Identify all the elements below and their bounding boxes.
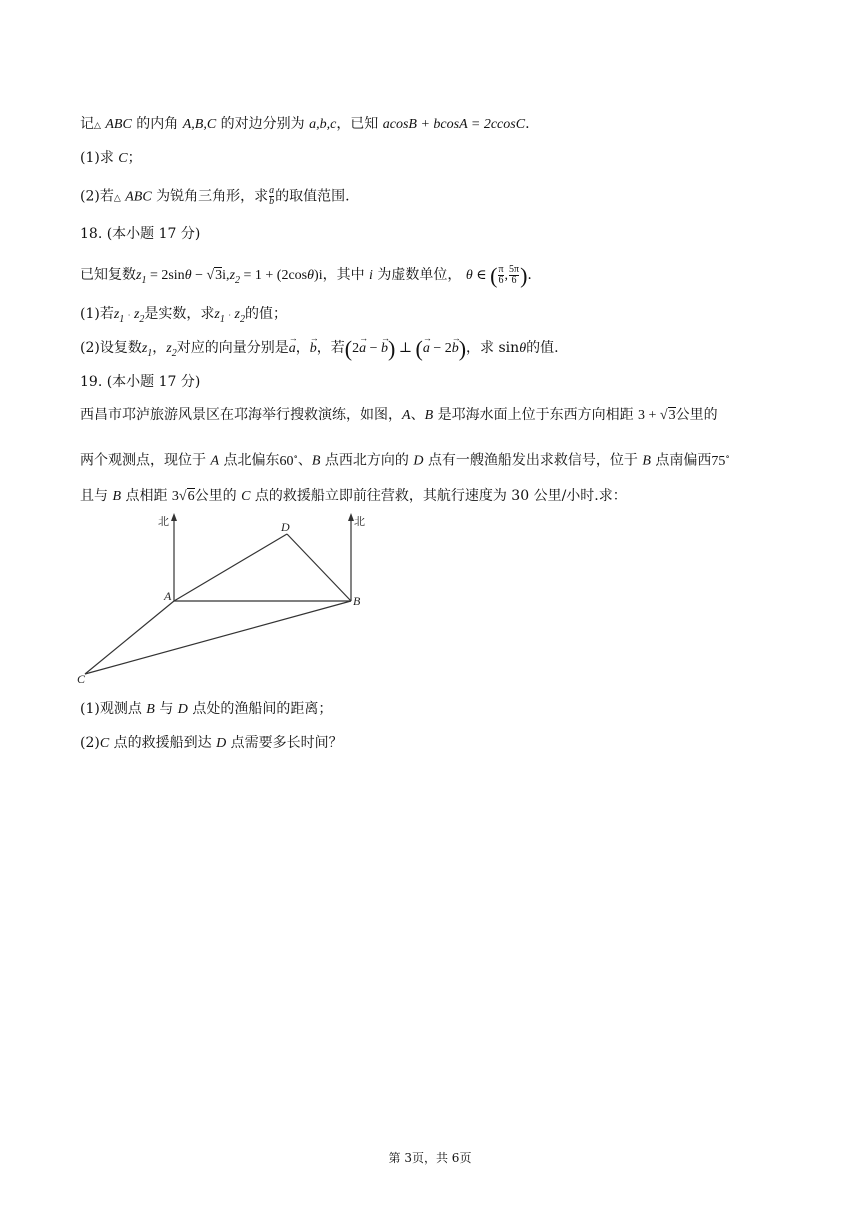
q19-line1-c: 公里的 bbox=[675, 407, 718, 423]
q18-part2-prefix: (2)设复数 bbox=[80, 340, 142, 356]
q18-intro-mid2: 为虚数单位， bbox=[377, 267, 462, 283]
q19-line2-d: 点西北方向的 bbox=[324, 452, 409, 469]
q18-part2-end: 的值. bbox=[526, 340, 559, 356]
segment-db bbox=[287, 534, 351, 601]
q17-intro-mid2: 的对边分别为 bbox=[220, 116, 305, 132]
q17-part2-mid: 为锐角三角形，求 bbox=[156, 188, 269, 205]
q18-intro-mid: ，其中 bbox=[322, 267, 365, 283]
point-b-label: B bbox=[353, 594, 361, 608]
q17-part2: (2)若△ ABC 为锐角三角形，求 $\frac{a}{b}$ 的取值范围. bbox=[80, 185, 350, 207]
point-a-label: A bbox=[164, 589, 172, 603]
q19-line2: 两个观测点，现位于 A 点北偏东60∘、B 点西北方向的 D 点有一艘渔船发出求救信号，位于 B 点南偏西75∘ bbox=[80, 451, 730, 469]
q18-header: 18. (本小题 17 分) bbox=[80, 226, 201, 242]
q18-var-i: i bbox=[369, 268, 373, 283]
q18-part1 bbox=[80, 304, 287, 330]
q18-theta-range: θ ∈ ( $\frac{\pi}{6}$ , $\frac{5\pi}{6}$ ) bbox=[465, 262, 528, 288]
q17-intro-known: ，已知 bbox=[336, 116, 379, 132]
q17-ratio-a-over-b: $\frac{a}{b}$ bbox=[269, 185, 275, 207]
page-footer: 第 3页，共 6页 bbox=[388, 1151, 472, 1165]
north-label-a: 北 bbox=[158, 515, 169, 528]
q18-part2: (2)设复数$z_1$，$z_2$对应的向量分别是→ a，→ b，若(2→ a − → b) ⊥ (→ a − 2→ b)，求 sinθ的值. bbox=[80, 338, 559, 364]
q18-part2-mid3: ，求 sin bbox=[466, 340, 520, 356]
q17-equation: acosB + bcosA = 2ccosC bbox=[382, 117, 526, 132]
q19-header: 19. (本小题 17 分) bbox=[80, 374, 201, 390]
q19-line1-b: 是邛海水面上位于东西方向相距 bbox=[437, 407, 634, 423]
q17-part2-triangle: ABC bbox=[125, 189, 152, 205]
q19-part2-mid: 点的救援船到达 bbox=[113, 735, 212, 751]
q19-line3-d: 点的救援船立即前往营救，其航行速度为 30 公里/小时.求： bbox=[254, 488, 627, 504]
q17-part1-text: (1)求 bbox=[80, 150, 114, 166]
q19-line3-b: 点相距 bbox=[125, 488, 168, 504]
q18-part1-end: 的值； bbox=[245, 306, 287, 322]
q17-part2-end: 的取值范围. bbox=[275, 188, 350, 205]
q19-line1: 西昌市邛泸旅游风景区在邛海举行搜救演练，如图，A、B 是邛海水面上位于东西方向相距 3 + √3公里的 bbox=[80, 407, 718, 423]
q17-sides: a,b,c bbox=[309, 117, 337, 132]
q18-part2-mid2: ，若 bbox=[316, 340, 345, 356]
q18-part2-z: $z_1$，$z_2$ bbox=[141, 341, 177, 359]
q18-intro-prefix: 已知复数 bbox=[80, 267, 136, 283]
q18-intro: 已知复数$z_1 = 2\sin\theta - √3i,z_2 = 1 + (2\cos\theta)i$，其中 i 为虚数单位， θ ∈ ( $\frac{\pi}{6}$ , $\frac{5\pi}{6}$ ). bbox=[80, 262, 532, 288]
q19-distance-ab: 3 + √3 bbox=[638, 408, 676, 423]
q19-geometry-figure bbox=[70, 510, 380, 690]
q19-line2-e: 点有一艘渔船发出求救信号，位于 bbox=[427, 452, 638, 469]
q19-line3-a: 且与 bbox=[80, 488, 108, 504]
q17-part1-var: C bbox=[118, 151, 128, 166]
north-arrow-a-icon bbox=[171, 513, 177, 521]
segment-ad bbox=[174, 534, 287, 601]
q19-part1-mid: 与 bbox=[159, 701, 174, 717]
q19-line2-c: 、 bbox=[297, 452, 312, 469]
q19-part1-text: (1)观测点 bbox=[80, 701, 142, 717]
q17-intro-prefix: 记 bbox=[80, 116, 94, 132]
q19-line2-a: 两个观测点，现位于 bbox=[80, 452, 206, 469]
q19-part2: (2)C 点的救援船到达 D 点需要多长时间？ bbox=[80, 735, 343, 751]
q19-line3-c: 公里的 bbox=[194, 488, 237, 504]
q18-part1-expr2: $z_1 \cdot z_2$ bbox=[214, 307, 245, 325]
segment-ac bbox=[85, 601, 174, 674]
q18-part1-expr: $z_1 \cdot z_2$ bbox=[113, 307, 145, 325]
q18-part1-mid: 是实数，求 bbox=[144, 306, 215, 322]
north-label-b: 北 bbox=[354, 515, 365, 528]
q19-part1: (1)观测点 B 与 D 点处的渔船间的距离； bbox=[80, 701, 333, 717]
q19-line3: 且与 B 点相距 3√6公里的 C 点的救援船立即前往营救，其航行速度为 30 公里/小时.求： bbox=[80, 488, 627, 504]
q17-triangle: ABC bbox=[105, 117, 132, 132]
q17-part1-end: ； bbox=[127, 150, 142, 166]
q19-line1-a: 西昌市邛泸旅游风景区在邛海举行搜救演练，如图， bbox=[80, 407, 402, 423]
q19-distance-bc: 3√6 bbox=[171, 489, 195, 504]
q18-part1-prefix: (1)若 bbox=[80, 306, 114, 322]
q19-part1-end: 点处的渔船间的距离； bbox=[192, 701, 333, 717]
q17-intro-mid: 的内角 bbox=[136, 116, 179, 132]
segment-bc bbox=[85, 601, 351, 674]
point-c-label: C bbox=[77, 672, 86, 686]
q18-z-defs: $z_1 = 2\sin\theta - √3i,z_2 = 1 + (2\cos\theta)i$ bbox=[136, 268, 323, 286]
point-d-label: D bbox=[281, 520, 290, 534]
q18-part2-mid: 对应的向量分别是 bbox=[176, 340, 289, 356]
q17-angles: A,B,C bbox=[182, 117, 217, 132]
q17-part2-prefix: (2)若 bbox=[80, 188, 114, 205]
q17-intro: 记△ ABC 的内角 A,B,C 的对边分别为 a,b,c，已知 acosB + bcosA = 2ccosC. bbox=[80, 116, 530, 132]
q19-line2-f: 点南偏西 bbox=[655, 452, 712, 469]
q19-part2-prefix: (2) bbox=[80, 735, 100, 751]
q18-vectors: → a，→ b bbox=[289, 341, 317, 356]
q19-line2-b: 点北偏东 bbox=[223, 452, 280, 469]
q17-part1 bbox=[80, 148, 142, 169]
q18-perp-condition: (2→ a − → b) ⊥ (→ a − 2→ b) bbox=[345, 341, 466, 356]
q19-part2-end: 点需要多长时间？ bbox=[230, 735, 343, 751]
